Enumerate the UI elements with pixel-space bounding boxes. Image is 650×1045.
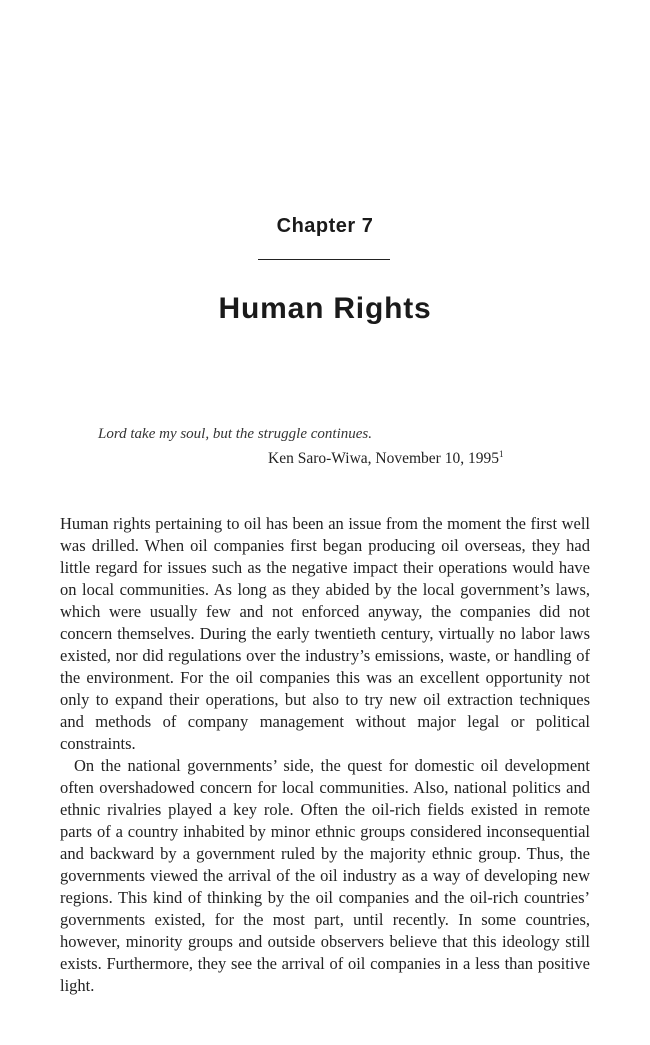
body-paragraph: On the national governments’ side, the quest for domestic oil development often overshadowed concern for local communities. Also, national politics and ethnic rivalries played a key role. Often the oil-rich fields existed in remote parts of a country inhabited by minor ethnic groups considered inconsequential and backward by a government ruled by the majority ethnic group. Thus, the governments viewed the arrival of the oil industry as a way of developing new regions. This kind of thinking by the oil companies and the oil-rich countries’ governments existed, for the most part, until recently. In some countries, however, minority groups and outside observers believe that this ideology still exists. Furthermore, they see the arrival of oil companies in a less than positive light. (60, 756, 590, 995)
epigraph-author: Ken Saro-Wiwa, November 10, 1995 (268, 450, 499, 468)
epigraph-quote: Lord take my soul, but the struggle continues. (98, 426, 372, 442)
chapter-title: Human Rights (218, 292, 432, 325)
body-paragraph: Human rights pertaining to oil has been an issue from the moment the first well was drilled. When oil companies first began producing oil overseas, they had little regard for issues such as the negative impact their operations would have on local communities. As long as they abided by the local government’s laws, which were usually few and not enforced anyway, the companies did not concern themselves. During the early twentieth century, virtually no labor laws existed, nor did regulations over the industry’s emissions, waste, or handling of the environment. For the oil companies this was an excellent opportunity not only to expand their operations, but also to try new oil extraction techniques and methods of company management without major legal or political constraints. (60, 514, 590, 753)
chapter-number: Chapter 7 (276, 215, 374, 237)
body-text (60, 513, 590, 997)
footnote-marker: 1 (498, 449, 504, 459)
chapter-divider (258, 259, 390, 260)
epigraph-attribution (268, 449, 503, 468)
